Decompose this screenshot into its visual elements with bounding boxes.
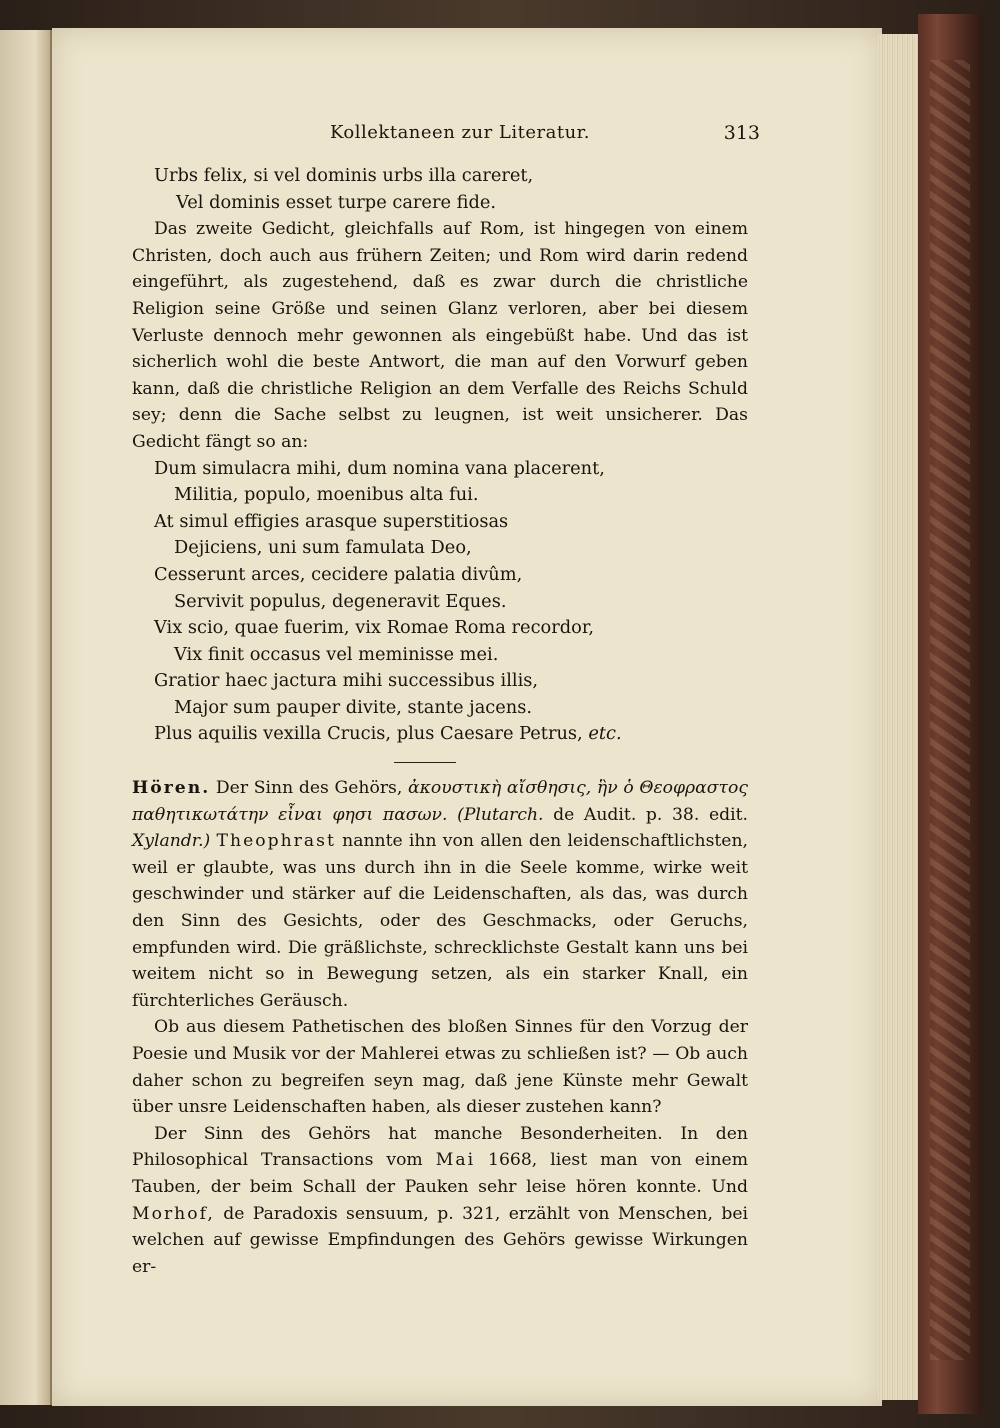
text: nannte ihn von allen den leidenschaftlichsten, weil er glaubte, was uns durch ihn in die Seele komme, wirke weit geschwinder und stärker auf die Leidenschaften, als das, was durch den Sinn des Gesichts, oder des Geschmacks, oder Geruchs, empfunden wird. Die gräßlichste, schrecklichste Gestalt kann uns bei weitem nicht so in Bewegung setzen, als ein starker Knall, ein fürchterliches Geräusch.	[132, 831, 748, 1011]
cover-marbling	[930, 60, 970, 1360]
facing-page-edge	[0, 30, 52, 1405]
verse-line: Vix scio, quae fuerim, vix Romae Roma recordor,	[154, 617, 595, 639]
verse-line: Servivit populus, degeneravit Eques.	[174, 590, 507, 612]
verse-line: Vix finit occasus vel meminisse mei.	[174, 643, 499, 665]
verse-line: Gratior haec jactura mihi successibus illis,	[154, 670, 539, 692]
citation-author: (Plutarch.	[457, 804, 544, 825]
section-heading: Hören.	[132, 778, 211, 799]
verse-line	[132, 721, 748, 748]
greek-quote: ἀκουστικὴ αἴσθησις, ἣν ὁ Θεοφραστος παθητικωτάτην εἶναι φησι πασων.	[132, 778, 748, 825]
verse-line: Vel dominis esset turpe carere fide.	[176, 191, 497, 213]
name-morhof: Morhof,	[132, 1203, 215, 1224]
verse-line: Dum simulacra mihi, dum nomina vana placerent,	[154, 457, 605, 479]
name-theophrast: Theophrast	[216, 831, 336, 852]
verse-line: At simul effigies arasque superstitiosas	[154, 510, 509, 532]
page-body	[132, 163, 748, 1280]
citation-editor: Xylandr.)	[132, 831, 211, 852]
text: Der Sinn des Gehörs,	[215, 778, 403, 799]
paragraph: Ob aus diesem Pathetischen des bloßen Sinnes für den Vorzug der Poesie und Musik vor der Mahlerei etwas zu schließen ist? — Ob auch daher schon zu begreifen seyn mag, daß jene Künste mehr Gewalt über unsre Leidenschaften haben, als dieser zustehen kann?	[132, 1017, 748, 1118]
section-divider	[394, 762, 456, 763]
month-mai: Mai	[435, 1150, 476, 1171]
verse-line: Militia, populo, moenibus alta fui.	[174, 484, 479, 506]
citation: de Audit. p. 38. edit.	[553, 804, 749, 825]
verse-line: Dejiciens, uni sum famulata Deo,	[174, 537, 472, 559]
running-title: Kollektaneen zur Literatur.	[329, 122, 591, 143]
paragraph: Das zweite Gedicht, gleichfalls auf Rom, ist hingegen von einem Christen, doch auch aus frühern Zeiten; und Rom wird darin redend eingeführt, als zugestehend, daß es zwar durch die christliche Religion seine Größe und seinen Glanz verloren, aber bei diesem Verluste dennoch mehr gewonnen als eingebüßt habe. Und das ist sicherlich wohl die beste Antwort, die man auf den Vorwurf geben kann, daß die christliche Religion an dem Verfalle des Reichs Schuld sey; denn die Sache selbst zu leugnen, ist weit unsicherer. Das Gedicht fängt so an:	[132, 219, 748, 452]
verse-line: Major sum pauper divite, stante jacens.	[174, 696, 533, 718]
paragraph	[132, 1121, 748, 1281]
verse-text: Plus aquilis vexilla Crucis, plus Caesare Petrus,	[154, 723, 583, 745]
text: de Paradoxis sensuum, p. 321, erzählt von Menschen, bei welchen auf gewisse Empfindungen des Gehörs gewisse Wirkungen er-	[132, 1203, 748, 1277]
page-block-edge	[878, 34, 918, 1400]
text: Der Sinn des Gehörs hat manche Besonderheiten. In den Philosophical Transactions vom	[132, 1123, 748, 1171]
text: 1668, liest man von einem Tauben, der beim Schall der Pauken sehr leise hören konnte. Und	[132, 1150, 749, 1197]
verse-etc: etc.	[588, 723, 622, 745]
section-horen	[132, 775, 748, 1014]
verse-line: Cesserunt arces, cecidere palatia divûm,	[154, 563, 523, 585]
latin-verse-2	[132, 456, 748, 749]
page-number: 313	[723, 122, 760, 144]
page-header	[160, 122, 760, 152]
latin-verse-1	[132, 163, 748, 216]
verse-line: Urbs felix, si vel dominis urbs illa careret,	[154, 165, 534, 186]
